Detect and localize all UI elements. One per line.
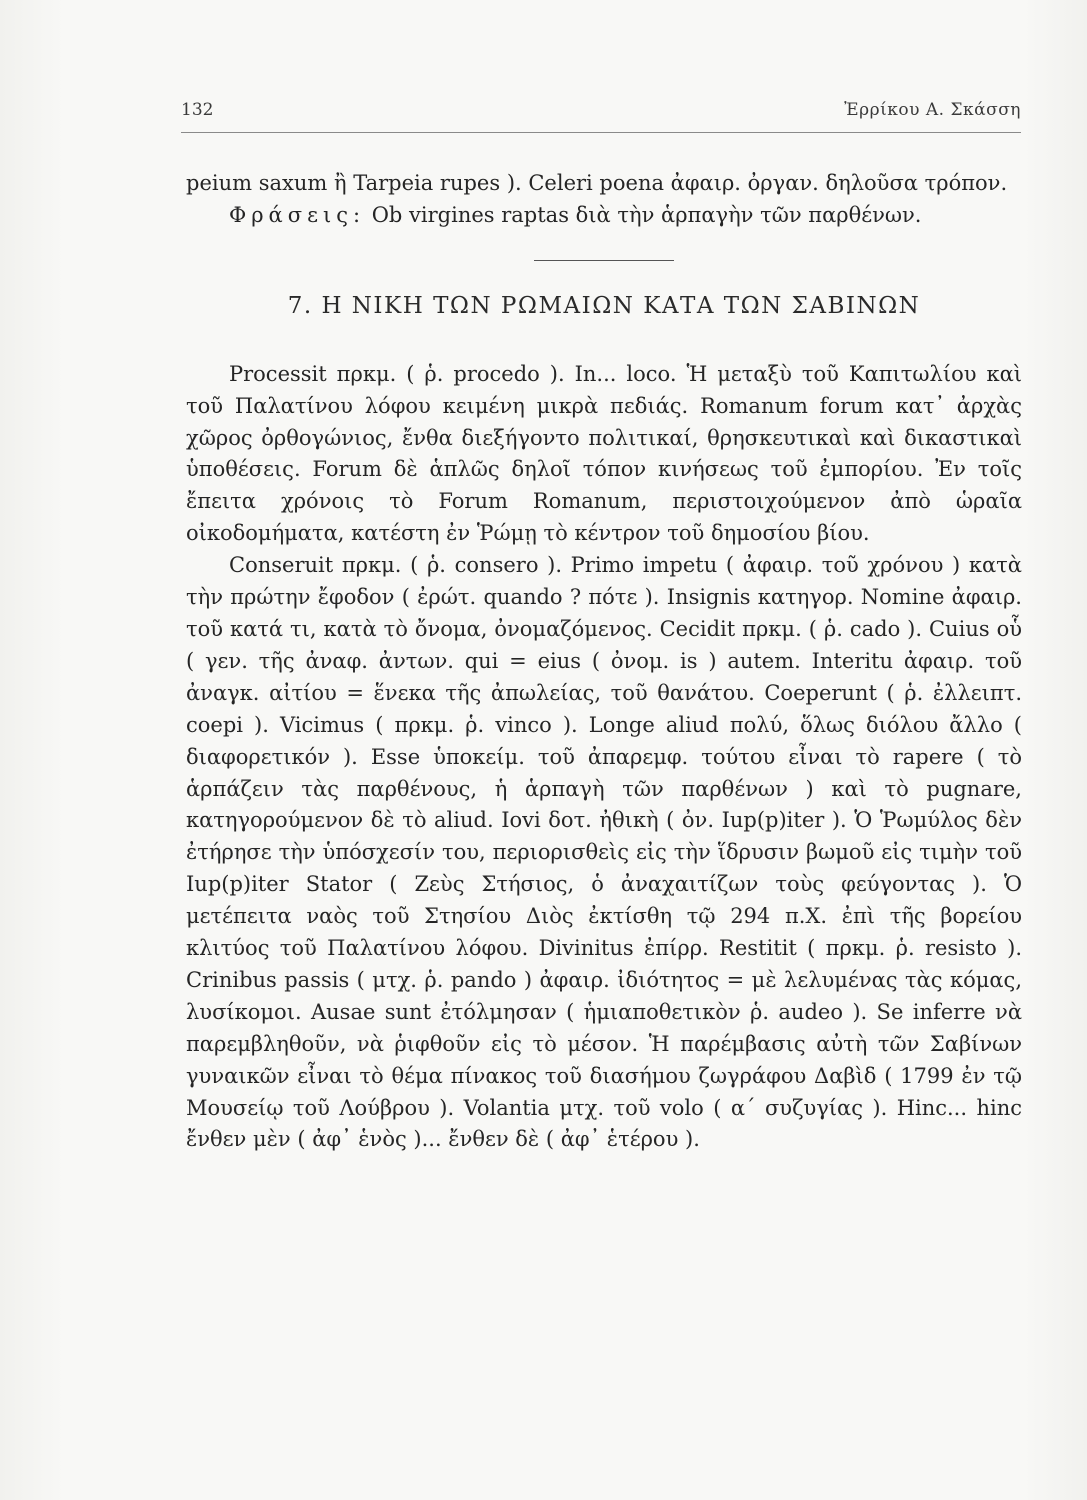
- phrases-paragraph: [186, 200, 1022, 232]
- phrases-text: Ob virgines raptas διὰ τὴν ἁρπαγὴν τῶν παρθένων.: [371, 202, 922, 227]
- section-separator: [534, 260, 674, 261]
- page-header: [181, 100, 1021, 130]
- phrases-label: Φράσεις:: [229, 202, 366, 227]
- paragraph-conseruit: Conseruit πρκμ. ( ῥ. consero ). Primo impetu ( ἀφαιρ. τοῦ χρόνου ) κατὰ τὴν πρώτην ἔφοδον ( ἐρώτ. quando ? πότε ). Insignis κατηγορ. Nomine ἀφαιρ. τοῦ κατά τι, κατὰ τὸ ὄνομα, ὀνομαζόμενος. Cecidit πρκμ. ( ῥ. cado ). Cuius οὗ ( γεν. τῆς ἀναφ. ἀντων. qui = eius ( ὀνομ. is ) autem. Interitu ἀφαιρ. τοῦ ἀναγκ. αἰτίου = ἕνεκα τῆς ἀπωλείας, τοῦ θανάτου. Coeperunt ( ῥ. ἐλλειπτ. coepi ). Vicimus ( πρκμ. ῥ. vinco ). Longe aliud πολύ, ὅλως διόλου ἄλλο ( διαφορετικόν ). Esse ὑποκείμ. τοῦ ἀπαρεμφ. τούτου εἶναι τὸ rapere ( τὸ ἁρπάζειν τὰς παρθένους, ἡ ἁρπαγὴ τῶν παρθένων ) καὶ τὸ pugnare, κατηγορούμενον δὲ τὸ aliud. Iovi δοτ. ἠθικὴ ( ὀν. Iup(p)iter ). Ὁ Ῥωμύλος δὲν ἐτήρησε τὴν ὑπόσχεσίν του, περιορισθεὶς εἰς τὴν ἵδρυσιν βωμοῦ εἰς τιμὴν τοῦ Iup(p)iter Stator ( Ζεὺς Στήσιος, ὁ ἀναχαιτίζων τοὺς φεύγοντας ). Ὁ μετέπειτα ναὸς τοῦ Στησίου Διὸς ἐκτίσθη τῷ 294 π.Χ. ἐπὶ τῆς βορείου κλιτύος τοῦ Παλατίνου λόφου. Divinitus ἐπίρρ. Restitit ( πρκμ. ῥ. resisto ). Crinibus passis ( μτχ. ῥ. pando ) ἀφαιρ. ἰδιότητος = μὲ λελυμένας τὰς κόμας, λυσίκομοι. Ausae sunt ἐτόλμησαν ( ἡμιαποθετικὸν ῥ. audeo ). Se inferre νὰ παρεμβληθοῦν, νὰ ῥιφθοῦν εἰς τὸ μέσον. Ἡ παρέμβασις αὐτὴ τῶν Σαβίνων γυναικῶν εἶναι τὸ θέμα πίνακος τοῦ διασήμου ζωγράφου Δαβὶδ ( 1799 ἐν τῷ Μουσείῳ τοῦ Λούβρου ). Volantia μτχ. τοῦ volo ( α΄ συζυγίας ). Hinc... hinc ἔνθεν μὲν ( ἀφ᾽ ἑνὸς )... ἔνθεν δὲ ( ἀφ᾽ ἑτέρου ).: [186, 553, 1022, 1152]
- paragraph-processit: Processit πρκμ. ( ῥ. procedo ). In... loco. Ἡ μεταξὺ τοῦ Καπιτωλίου καὶ τοῦ Παλατίνου λόφου κειμένη μικρὰ πεδιάς. Romanum forum κατ᾽ ἀρχὰς χῶρος ὀρθογώνιος, ἔνθα διεξήγοντο πολιτικαί, θρησκευτικαὶ καὶ δικαστικαὶ ὑποθέσεις. Forum δὲ ἁπλῶς δηλοῖ τόπον κινήσεως τοῦ ἐμπορίου. Ἐν τοῖς ἔπειτα χρόνοις τὸ Forum Romanum, περιστοιχούμενον ἀπὸ ὡραῖα οἰκοδομήματα, κατέστη ἐν Ῥώμῃ τὸ κέντρον τοῦ δημοσίου βίου.: [186, 361, 1022, 546]
- page-number: 132: [181, 100, 214, 120]
- running-head: Ἐρρίκου Α. Σκάσση: [844, 100, 1021, 120]
- intro-paragraph: peium saxum ἢ Tarpeia rupes ). Celeri poena ἀφαιρ. ὀργαν. δηλοῦσα τρόπον.: [186, 171, 1008, 195]
- section-heading: 7. Η ΝΙΚΗ ΤΩΝ ΡΩΜΑΙΩΝ ΚΑΤΑ ΤΩΝ ΣΑΒΙΝΩΝ: [287, 292, 921, 319]
- header-rule: [181, 132, 1021, 133]
- page-body: [186, 168, 1022, 1156]
